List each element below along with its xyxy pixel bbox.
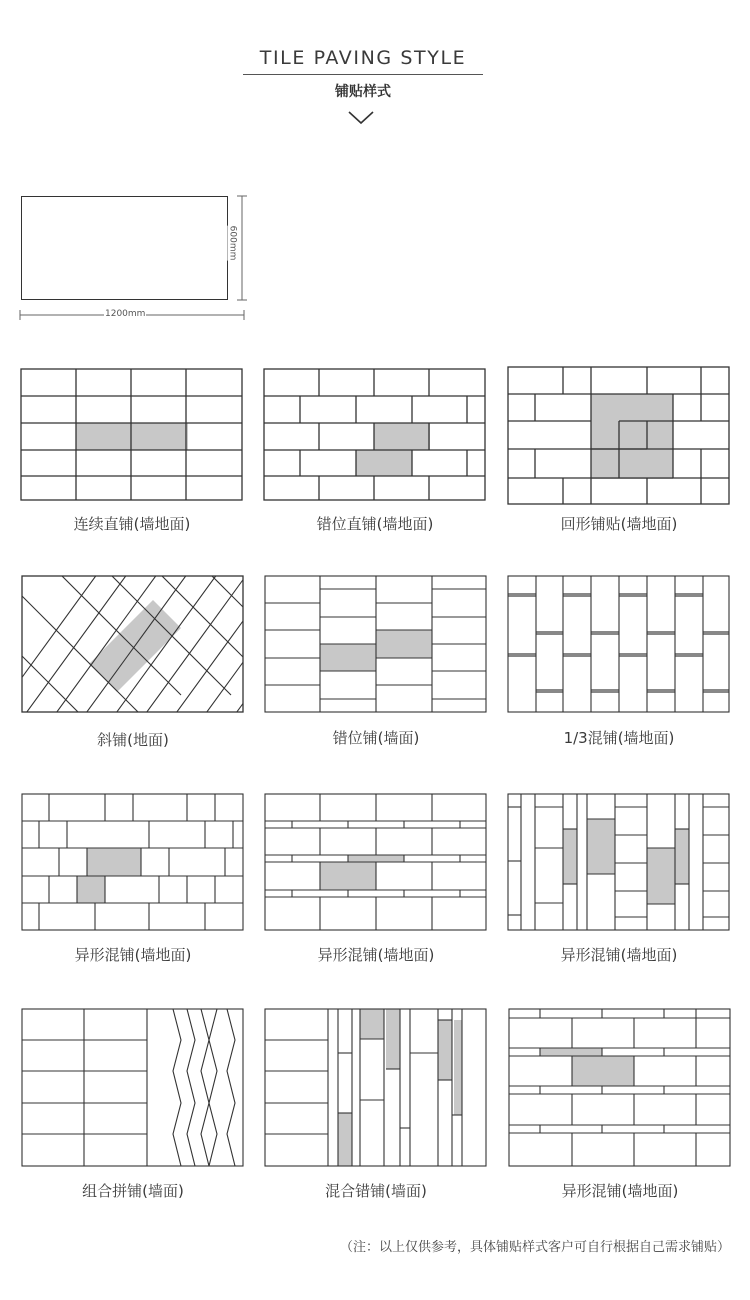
height-dimension-label: 600mm	[227, 225, 238, 261]
pattern-caption: 错位铺(墙面)	[332, 729, 420, 747]
pattern-caption: 1/3混铺(墙地面)	[563, 729, 675, 747]
pattern-caption: 错位直铺(墙地面)	[316, 515, 434, 533]
pattern-offset-wall	[264, 575, 488, 713]
chevron-down-icon	[347, 110, 375, 126]
footer-note: （注：以上仅供参考，具体铺贴样式客户可自行根据自己需求铺贴）	[339, 1240, 730, 1255]
pattern-caption: 异形混铺(墙地面)	[317, 946, 435, 964]
pattern-diagonal	[21, 575, 245, 713]
pattern-caption: 组合拼铺(墙面)	[82, 1182, 184, 1200]
pattern-combination	[21, 1008, 245, 1168]
pattern-caption: 混合错铺(墙面)	[325, 1182, 427, 1200]
pattern-caption: 异形混铺(墙地面)	[560, 946, 678, 964]
pattern-mixed-offset	[264, 1008, 488, 1168]
pattern-irregular-mix-d	[508, 1008, 732, 1168]
title-divider	[243, 74, 483, 75]
page-subtitle: 铺贴样式	[335, 84, 391, 100]
pattern-irregular-mix-b	[264, 793, 488, 931]
pattern-caption: 回形铺贴(墙地面)	[560, 515, 678, 533]
pattern-continuous-straight	[20, 368, 244, 502]
page-title: TILE PAVING STYLE	[259, 47, 467, 69]
width-dimension-label: 1200mm	[105, 309, 146, 319]
pattern-offset-straight	[263, 368, 487, 502]
pattern-irregular-mix-c	[507, 793, 731, 931]
pattern-caption: 异形混铺(墙地面)	[561, 1182, 679, 1200]
pattern-herringbone-square	[507, 366, 731, 506]
tile-size-diagram	[21, 196, 228, 300]
pattern-irregular-mix-a	[21, 793, 245, 931]
pattern-caption: 斜铺(地面)	[97, 731, 169, 749]
pattern-caption: 连续直铺(墙地面)	[73, 515, 191, 533]
pattern-one-third-mix	[507, 575, 731, 713]
pattern-caption: 异形混铺(墙地面)	[74, 946, 192, 964]
